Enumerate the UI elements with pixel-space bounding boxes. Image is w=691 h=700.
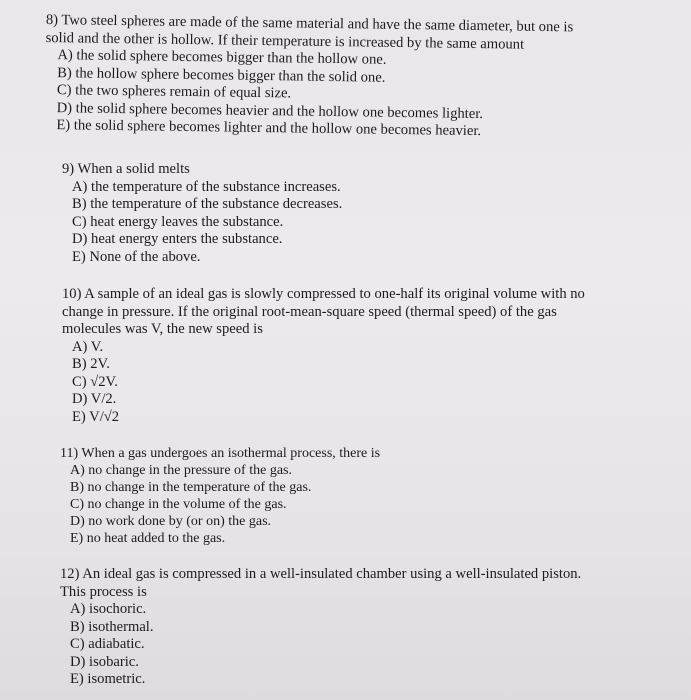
option-d: D) no work done by (or on) the gas.	[70, 514, 272, 529]
stem-line: 12) An ideal gas is compressed in a well-insulated chamber using a well-insulated piston.	[60, 566, 582, 582]
option-a: A) the solid sphere becomes bigger than the hollow one.	[57, 47, 387, 68]
question-8	[44, 12, 646, 143]
option-d: D) isobaric.	[70, 653, 139, 670]
question-stem: 11) When a gas undergoes an isothermal process, there is	[60, 446, 381, 461]
option-c: C) no change in the volume of the gas.	[70, 497, 287, 512]
question-stem: 9) When a solid melts	[62, 161, 190, 177]
option-a: A) isochoric.	[70, 601, 147, 617]
question-stem	[62, 286, 662, 339]
question-stem	[60, 566, 660, 601]
option-d: D) the solid sphere becomes heavier and the hollow one becomes lighter.	[56, 99, 484, 122]
question-12	[60, 566, 660, 689]
option-d: D) V/2.	[72, 391, 117, 407]
stem-line: solid and the other is hollow. If their temperature is increased by the same amount	[45, 29, 525, 53]
question-10	[62, 286, 662, 426]
option-a: A) the temperature of the substance increases.	[72, 178, 341, 195]
option-b: B) isothermal.	[70, 618, 154, 635]
stem-line: 8) Two steel spheres are made of the same material and have the same diameter, but one is	[45, 12, 574, 36]
option-b: B) 2V.	[72, 356, 110, 372]
option-b: B) no change in the temperature of the gas.	[70, 480, 312, 495]
option-b: B) the temperature of the substance decreases.	[72, 196, 343, 212]
option-e: E) isometric.	[70, 671, 146, 687]
option-c: C) √2V.	[72, 373, 118, 390]
option-e: E) no heat added to the gas.	[70, 531, 226, 546]
stem-line: molecules was V, the new speed is	[62, 321, 263, 337]
question-9	[62, 161, 662, 266]
option-c: C) the two spheres remain of equal size.	[56, 82, 292, 102]
option-e: E) the solid sphere becomes lighter and the hollow one becomes heavier.	[56, 117, 482, 140]
stem-line: change in pressure. If the original root-mean-square speed (thermal speed) of the gas	[62, 303, 557, 320]
option-e: E) V/√2	[72, 408, 120, 425]
option-a: A) V.	[72, 338, 104, 355]
option-c: C) adiabatic.	[70, 636, 145, 652]
option-b: B) the hollow sphere becomes bigger than the solid one.	[57, 64, 386, 86]
option-d: D) heat energy enters the substance.	[72, 231, 283, 247]
option-a: A) no change in the pressure of the gas.	[70, 463, 292, 478]
option-c: C) heat energy leaves the substance.	[72, 213, 284, 230]
question-11	[60, 445, 660, 547]
option-e: E) None of the above.	[72, 248, 201, 265]
stem-line: 10) A sample of an ideal gas is slowly compressed to one-half its original volume with no	[62, 286, 585, 302]
stem-line: This process is	[60, 583, 147, 600]
